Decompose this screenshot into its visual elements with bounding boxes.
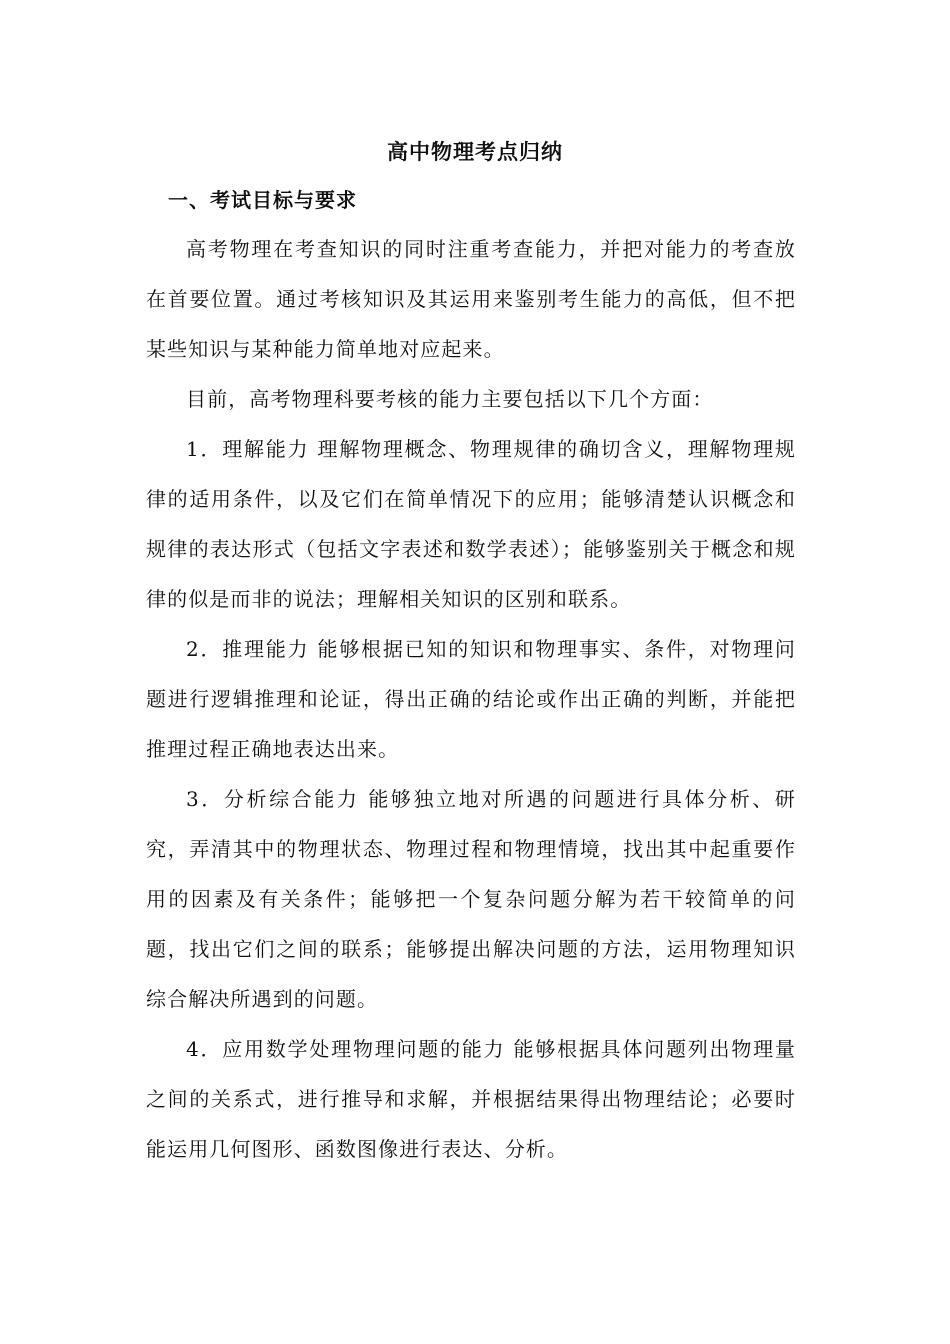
- paragraph-ability-math: 4．应用数学处理物理问题的能力 能够根据具体问题列出物理量之间的关系式，进行推导和求解，并根据结果得出物理结论；必要时能运用几何图形、函数图像进行表达、分析。: [146, 1037, 796, 1161]
- paragraph-ability-analysis: 3．分析综合能力 能够独立地对所遇的问题进行具体分析、研究，弄清其中的物理状态、物理过程和物理情境，找出其中起重要作用的因素及有关条件；能够把一个复杂问题分解为若干较简单的问题，找出它们之间的联系；能够提出解决问题的方法，运用物理知识综合解决所遇到的问题。: [146, 787, 796, 1011]
- section-heading: 一、考试目标与要求: [168, 188, 357, 212]
- paragraph-ability-understanding: 1．理解能力 理解物理概念、物理规律的确切含义，理解物理规律的适用条件，以及它们在简单情况下的应用；能够清楚认识概念和规律的表达形式（包括文字表述和数学表述）；能够鉴别关于概念和规律的似是而非的说法；理解相关知识的区别和联系。: [146, 437, 796, 611]
- document-title: 高中物理考点归纳: [387, 139, 563, 164]
- paragraph-abilities-overview: 目前，高考物理科要考核的能力主要包括以下几个方面：: [186, 387, 714, 411]
- paragraph-intro: 高考物理在考查知识的同时注重考查能力，并把对能力的考查放在首要位置。通过考核知识及其运用来鉴别考生能力的高低，但不把某些知识与某种能力简单地对应起来。: [146, 237, 796, 361]
- paragraph-ability-reasoning: 2．推理能力 能够根据已知的知识和物理事实、条件，对物理问题进行逻辑推理和论证，得出正确的结论或作出正确的判断，并能把推理过程正确地表达出来。: [146, 637, 796, 761]
